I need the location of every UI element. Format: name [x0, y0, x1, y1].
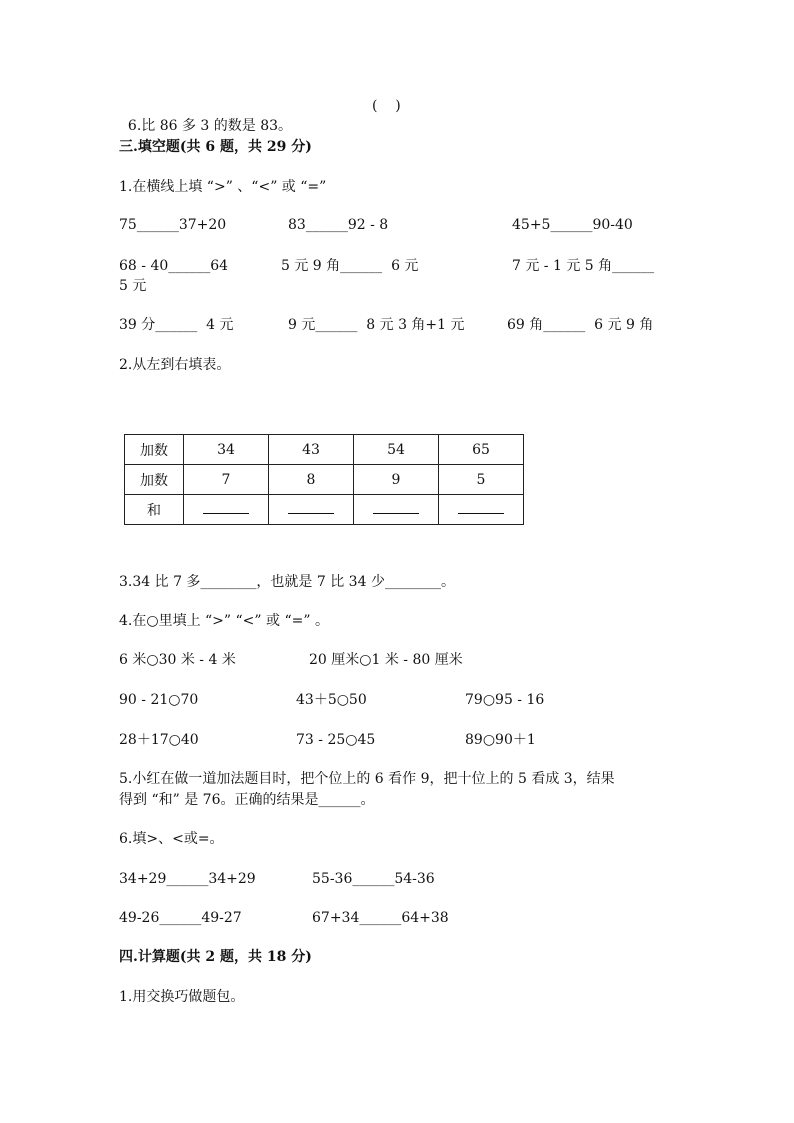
q6-r2-c1: 49-26______49-27: [119, 910, 242, 926]
answer-blank[interactable]: [439, 495, 524, 525]
q4-r2-c3: 79○95 - 16: [465, 692, 545, 708]
q4-r1-c1: 6 米○30 米 - 4 米: [119, 652, 236, 668]
question-6-prev: [119, 96, 292, 136]
table-row: [125, 465, 524, 495]
table-cell: 9: [354, 465, 439, 495]
q1-r2-c1: 68 - 40______64: [119, 258, 229, 274]
table-cell: 65: [439, 435, 524, 465]
q4-r2-c1: 90 - 21○70: [119, 692, 199, 708]
q1-r2-wrap: 5 元: [119, 278, 147, 294]
q1-r3-c2: 9 元______ 8 元 3 角+1 元: [288, 317, 465, 333]
sum-table: [124, 434, 524, 525]
q5-line2: 得到 “和” 是 76。正确的结果是______。: [119, 792, 375, 808]
answer-blank[interactable]: [269, 495, 354, 525]
answer-blank[interactable]: [184, 495, 269, 525]
q4-r3-c3: 89○90＋1: [465, 732, 536, 748]
q4-title: 4.在○里填上 “>” “<” 或 “=” 。: [119, 613, 329, 629]
q6-r1-c1: 34+29______34+29: [119, 871, 256, 887]
q6-title: 6.填>、<或=。: [119, 831, 224, 847]
q6-r2-c2: 67+34______64+38: [312, 910, 449, 926]
q4-r1-c2: 20 厘米○1 米 - 80 厘米: [309, 652, 463, 668]
table-cell: 8: [269, 465, 354, 495]
q1-r1-c2: 83______92 - 8: [288, 217, 389, 233]
table-cell: 54: [354, 435, 439, 465]
table-row: [125, 495, 524, 525]
table-cell: 34: [184, 435, 269, 465]
q1-title: 1.在横线上填 “>” 、“<” 或 “=”: [119, 179, 327, 195]
question-6-prev-text: 6.比 86 多 3 的数是 83。: [127, 118, 293, 134]
q1-r2-c2: 5 元 9 角______ 6 元: [281, 258, 419, 274]
q1-r2-c3: 7 元 - 1 元 5 角______: [512, 258, 655, 274]
q1-r1-c1: 75______37+20: [119, 217, 227, 233]
answer-paren: ( ): [372, 98, 401, 114]
q2-title: 2.从左到右填表。: [119, 357, 231, 373]
table-cell: 7: [184, 465, 269, 495]
table-cell: 和: [125, 495, 184, 525]
calc-q1-title: 1.用交换巧做题包。: [119, 989, 245, 1005]
q1-r3-c1: 39 分______ 4 元: [119, 317, 234, 333]
q4-r2-c2: 43＋5○50: [296, 692, 367, 708]
table-cell: 5: [439, 465, 524, 495]
q1-r1-c3: 45+5______90-40: [512, 217, 633, 233]
section-3-title: 三.填空题(共 6 题，共 29 分): [119, 139, 312, 155]
q5-line1: 5.小红在做一道加法题目时，把个位上的 6 看作 9，把十位上的 5 看成 3，结果: [119, 771, 615, 787]
q6-r1-c2: 55-36______54-36: [312, 871, 435, 887]
table-cell: 加数: [125, 435, 184, 465]
q1-r3-c3: 69 角______ 6 元 9 角: [507, 317, 654, 333]
table-cell: 43: [269, 435, 354, 465]
table-row: [125, 435, 524, 465]
q4-r3-c2: 73 - 25○45: [296, 732, 376, 748]
answer-blank[interactable]: [354, 495, 439, 525]
q4-r3-c1: 28＋17○40: [119, 732, 199, 748]
q3-text: 3.34 比 7 多________，也就是 7 比 34 少________。: [119, 574, 455, 590]
table-cell: 加数: [125, 465, 184, 495]
section-4-title: 四.计算题(共 2 题，共 18 分): [119, 949, 312, 965]
